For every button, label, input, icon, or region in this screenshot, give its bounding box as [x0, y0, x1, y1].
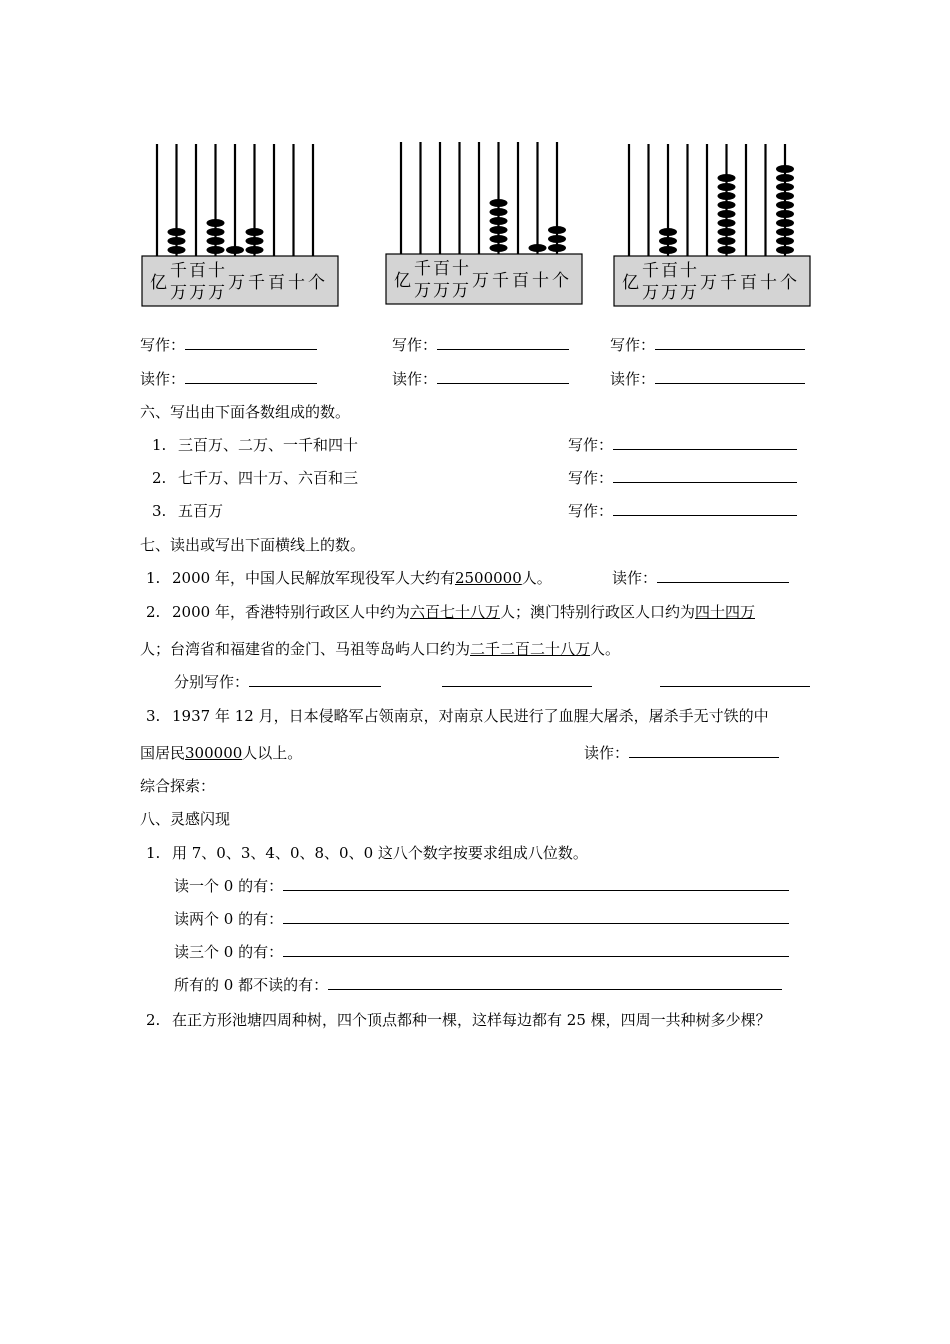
abacus-bead: [776, 246, 794, 254]
abacus-bead: [207, 228, 225, 236]
section7-q1-read: 读作：: [612, 568, 789, 588]
abacus-bead: [776, 183, 794, 191]
abacus-bead: [718, 228, 736, 236]
abacus-bead: [776, 192, 794, 200]
place-label: 个: [780, 273, 797, 293]
section6-item-2: 2. 七千万、四十万、六百和三: [152, 469, 359, 487]
abacus-bead: [776, 210, 794, 218]
answer-blank[interactable]: [437, 335, 569, 350]
abacus-bead: [776, 228, 794, 236]
abacus-bead: [718, 210, 736, 218]
section7-q3-read: 读作：: [584, 743, 779, 763]
section8-q1-row-1: 读一个 0 的有：: [174, 876, 789, 896]
place-label-top: 千: [642, 261, 659, 281]
place-label: 十: [532, 271, 549, 291]
place-label-bottom: 万: [414, 281, 431, 301]
underlined-number: 300000: [185, 744, 243, 762]
section8-q1-row-2: 读两个 0 的有：: [174, 909, 789, 929]
section6-item-3-write: 写作：: [568, 501, 797, 521]
place-label: 千: [720, 273, 737, 293]
place-label: 万: [700, 273, 717, 293]
abacus-bead: [207, 237, 225, 245]
answer-blank[interactable]: [185, 369, 317, 384]
abacus-bead: [168, 237, 186, 245]
place-label: 百: [268, 273, 285, 293]
abacus-bead: [548, 226, 566, 234]
section6-item-2-write: 写作：: [568, 468, 797, 488]
place-label-top: 十: [680, 261, 697, 281]
place-label: 万: [228, 273, 245, 293]
abacus-bead: [776, 237, 794, 245]
section6-item-1: 1. 三百万、二万、一千和四十: [152, 436, 359, 454]
place-label: 千: [248, 273, 265, 293]
place-label: 千: [492, 271, 509, 291]
answer-blank[interactable]: [629, 743, 779, 758]
abacus-bead: [659, 237, 677, 245]
place-label-bottom: 万: [170, 283, 187, 303]
place-label-top: 百: [661, 261, 678, 281]
place-label-yi: 亿: [394, 271, 411, 291]
place-label-bottom: 万: [208, 283, 225, 303]
place-label-bottom: 万: [433, 281, 450, 301]
abacus-bead: [776, 174, 794, 182]
abacus-1-read: 读作：: [140, 369, 317, 389]
answer-blank[interactable]: [655, 369, 805, 384]
place-label: 十: [760, 273, 777, 293]
abacus-bead: [659, 246, 677, 254]
place-label-yi: 亿: [150, 273, 167, 293]
answer-blank[interactable]: [613, 501, 797, 516]
place-label-yi: 亿: [622, 273, 639, 293]
abacus-2-write: 写作：: [392, 335, 569, 355]
abacus-1-svg: [140, 140, 340, 310]
section7-q2-write: 分别写作：: [174, 672, 381, 692]
abacus-bead: [718, 183, 736, 191]
answer-blank[interactable]: [657, 568, 789, 583]
abacus-1: [140, 140, 340, 310]
place-label: 十: [288, 273, 305, 293]
underlined-number: 六百七十八万: [409, 603, 500, 621]
place-label: 百: [740, 273, 757, 293]
place-label-bottom: 万: [661, 283, 678, 303]
section8-q1: 1. 用 7、0、3、4、0、8、0、0 这八个数字按要求组成八位数。: [146, 844, 588, 862]
abacus-3-read: 读作：: [610, 369, 805, 389]
abacus-bead: [718, 201, 736, 209]
place-label-top: 百: [433, 259, 450, 279]
place-label-bottom: 万: [189, 283, 206, 303]
abacus-bead: [718, 237, 736, 245]
abacus-bead: [246, 237, 264, 245]
underlined-number: 2500000: [454, 569, 522, 587]
underlined-number: 四十四万: [694, 603, 755, 621]
abacus-bead: [490, 235, 508, 243]
place-label-top: 百: [189, 261, 206, 281]
section8-q2: 2. 在正方形池塘四周种树，四个顶点都种一棵，这样每边都有 25 棵，四周一共种树多少棵？: [146, 1011, 771, 1029]
place-label: 个: [552, 271, 569, 291]
answer-blank[interactable]: [328, 975, 782, 990]
place-label-top: 十: [452, 259, 469, 279]
abacus-bead: [490, 244, 508, 252]
answer-blank[interactable]: [613, 435, 797, 450]
answer-blank[interactable]: [185, 335, 317, 350]
abacus-bead: [246, 246, 264, 254]
answer-blank[interactable]: [283, 876, 789, 891]
section6-item-1-write: 写作：: [568, 435, 797, 455]
underlined-number: 二千二百二十八万: [470, 640, 591, 658]
abacus-bead: [718, 192, 736, 200]
place-label-top: 千: [414, 259, 431, 279]
place-label: 个: [308, 273, 325, 293]
abacus-bead: [776, 201, 794, 209]
abacus-3: [612, 140, 812, 310]
abacus-bead: [207, 219, 225, 227]
abacus-bead: [548, 235, 566, 243]
abacus-1-write: 写作：: [140, 335, 317, 355]
section7-q3-line1: 3. 1937 年 12 月，日本侵略军占领南京，对南京人民进行了血腥大屠杀，屠杀手无寸铁的中: [146, 707, 769, 725]
abacus-bead: [168, 228, 186, 236]
abacus-2: [384, 138, 584, 308]
answer-blank[interactable]: [442, 672, 592, 687]
place-label-bottom: 万: [642, 283, 659, 303]
answer-blank[interactable]: [283, 909, 789, 924]
explore-heading: 综合探索：: [140, 777, 216, 795]
answer-blank[interactable]: [655, 335, 805, 350]
abacus-bead: [226, 246, 244, 254]
abacus-bead: [776, 219, 794, 227]
place-label-bottom: 万: [452, 281, 469, 301]
abacus-3-svg: [612, 140, 812, 310]
place-label-bottom: 万: [680, 283, 697, 303]
section8-q1-row-3: 读三个 0 的有：: [174, 942, 789, 962]
section7-q2-line1: 2. 2000 年，香港特别行政区人中约为六百七十八万人；澳门特别行政区人口约为四十四万: [146, 603, 755, 621]
answer-blank[interactable]: [249, 672, 381, 687]
abacus-bead: [659, 228, 677, 236]
place-label-top: 千: [170, 261, 187, 281]
abacus-bead: [490, 199, 508, 207]
place-label-top: 十: [208, 261, 225, 281]
section6-item-3: 3. 五百万: [152, 502, 224, 520]
abacus-2-read: 读作：: [392, 369, 569, 389]
abacus-bead: [718, 219, 736, 227]
abacus-bead: [246, 228, 264, 236]
section8-title: 八、灵感闪现: [140, 810, 231, 828]
section7-q3-line2: 国居民300000人以上。: [140, 744, 303, 762]
section7-title: 七、读出或写出下面横线上的数。: [140, 536, 366, 554]
answer-blank[interactable]: [613, 468, 797, 483]
answer-blank[interactable]: [437, 369, 569, 384]
abacus-bead: [490, 226, 508, 234]
answer-blank[interactable]: [660, 672, 810, 687]
abacus-bead: [529, 244, 547, 252]
abacus-bead: [718, 174, 736, 182]
section8-q1-row-4: 所有的 0 都不读的有：: [174, 975, 782, 995]
answer-blank[interactable]: [283, 942, 789, 957]
abacus-bead: [168, 246, 186, 254]
abacus-bead: [490, 217, 508, 225]
section7-q1: 1. 2000 年，中国人民解放军现役军人大约有2500000人。: [146, 569, 552, 587]
abacus-bead: [207, 246, 225, 254]
place-label: 百: [512, 271, 529, 291]
abacus-bead: [718, 246, 736, 254]
abacus-2-svg: [384, 138, 584, 308]
abacus-bead: [490, 208, 508, 216]
place-label: 万: [472, 271, 489, 291]
abacus-bead: [776, 165, 794, 173]
abacus-3-write: 写作：: [610, 335, 805, 355]
abacus-bead: [548, 244, 566, 252]
section6-title: 六、写出由下面各数组成的数。: [140, 403, 351, 421]
section7-q2-line2: 人；台湾省和福建省的金门、马祖等岛屿人口约为二千二百二十八万人。: [140, 640, 621, 658]
